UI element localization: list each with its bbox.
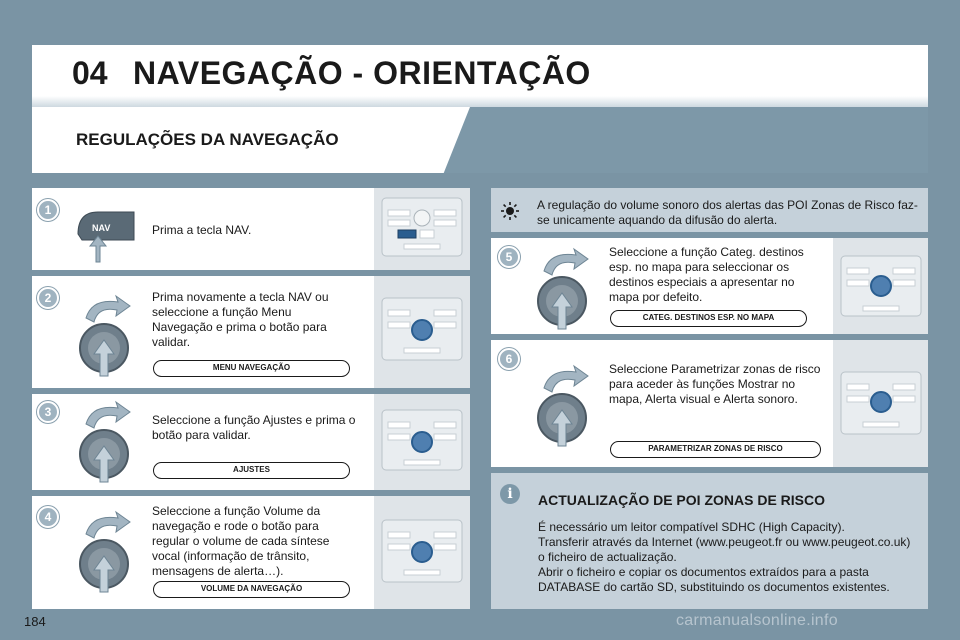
step-2-radio-image [374,276,470,388]
info-text [538,520,923,595]
info-text-line: É necessário um leitor compatível SDHC (High Capacity). [538,520,845,534]
radio-panel-icon [374,496,470,609]
step-3-function-label: AJUSTES [153,462,350,479]
step-4-radio-image [374,496,470,609]
rotary-knob-icon [74,292,138,378]
step-6-function-label: PARAMETRIZAR ZONAS DE RISCO [610,441,821,458]
step-4-function-label: VOLUME DA NAVEGAÇÃO [153,581,350,598]
step-1-radio-image [374,188,470,270]
info-text-line: Transferir através da Internet (www.peugeot.fr ou www.peugeot.co.uk) [538,535,911,549]
step-3-badge: 3 [37,401,59,423]
step-2-text: Prima novamente a tecla NAV ou seleccione a função Menu Navegação e prima o botão para validar. [152,290,329,349]
step-6-badge: 6 [498,348,520,370]
step-1-text: Prima a tecla NAV. [152,223,252,237]
rotary-knob-icon [532,245,596,331]
nav-key-icon [68,200,140,264]
info-text-line: Abrir o ficheiro e copiar os documentos extraídos para a pasta [538,565,869,579]
step-4-badge: 4 [37,506,59,528]
section-band-right [440,107,928,173]
step-5-text: Seleccione a função Categ. destinos esp. no mapa para seleccionar os destinos especiais a apresentar no mapa por defeito. [609,245,804,304]
section-title: REGULAÇÕES DA NAVEGAÇÃO [76,130,339,149]
step-6-text: Seleccione Parametrizar zonas de risco para aceder às funções Mostrar no mapa, Alerta visual e Alerta sonoro. [609,362,821,406]
radio-panel-icon [833,238,928,334]
radio-panel-icon [374,276,470,388]
step-5-radio-image [833,238,928,334]
rotary-knob-icon [532,362,596,448]
radio-panel-icon [374,394,470,490]
radio-panel-icon [374,188,470,270]
nav-key-label: NAV [92,223,111,233]
rotary-knob-icon [74,398,138,484]
chapter-title: NAVEGAÇÃO - ORIENTAÇÃO [133,55,591,91]
step-5-function-label: CATEG. DESTINOS ESP. NO MAPA [610,310,807,327]
info-text-line: o ficheiro de actualização. [538,550,677,564]
info-title: ACTUALIZAÇÃO DE POI ZONAS DE RISCO [538,492,826,508]
step-6-radio-image [833,340,928,467]
step-1-badge: 1 [37,199,59,221]
step-5-badge: 5 [498,246,520,268]
info-text-line: DATABASE do cartão SD, substituindo os documentos existentes. [538,580,890,594]
info-icon: i [500,484,520,504]
step-2-badge: 2 [37,287,59,309]
radio-panel-icon [833,340,928,467]
step-4-text: Seleccione a função Volume da navegação e rode o botão para regular o volume de cada síntese vocal (informação de trânsito, mensagens de alerta…). [152,504,330,578]
page-number: 184 [24,614,46,629]
warning-light-icon [500,201,520,221]
notice-text: A regulação do volume sonoro dos alertas das POI Zonas de Risco faz-se unicamente aquando da difusão do alerta. [537,198,918,227]
step-2-function-label: MENU NAVEGAÇÃO [153,360,350,377]
watermark: carmanualsonline.info [676,612,838,629]
chapter-number: 04 [72,55,108,91]
step-3-radio-image [374,394,470,490]
rotary-knob-icon [74,508,138,594]
step-3-text: Seleccione a função Ajustes e prima o botão para validar. [152,413,356,442]
